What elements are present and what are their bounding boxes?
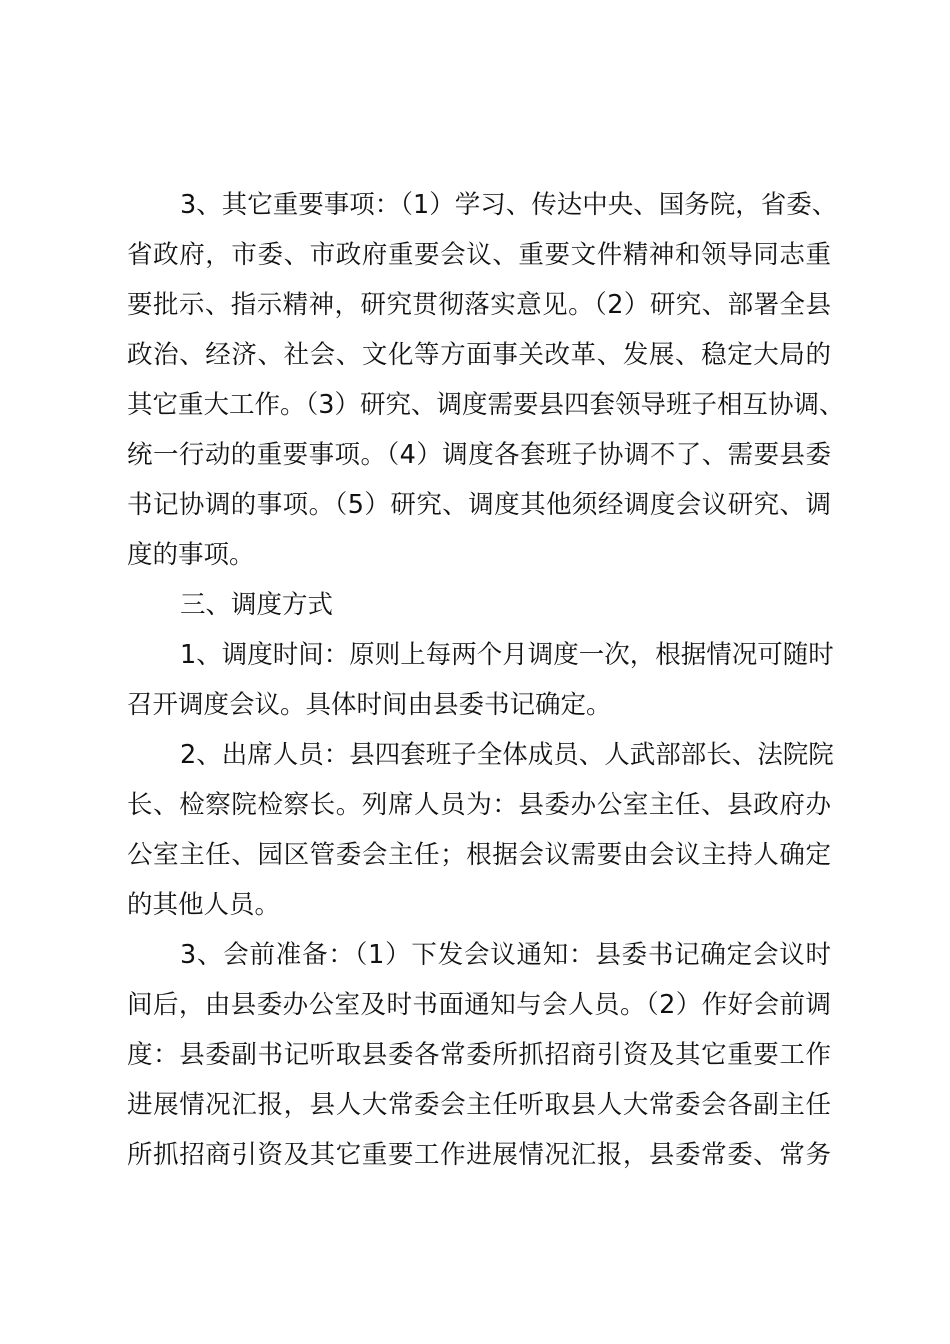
- paragraph-line: 间后，由县委办公室及时书面通知与会人员。（2）作好会前调: [127, 990, 831, 1020]
- paragraph-line: 3、会前准备：（1）下发会议通知：县委书记确定会议时: [180, 940, 831, 970]
- paragraph-line: 公室主任、园区管委会主任；根据会议需要由会议主持人确定: [127, 840, 831, 870]
- paragraph-line: 省政府，市委、市政府重要会议、重要文件精神和领导同志重: [127, 240, 831, 270]
- paragraph-line: 的其他人员。: [127, 890, 281, 920]
- paragraph-line: 召开调度会议。具体时间由县委书记确定。: [127, 690, 612, 720]
- paragraph-line: 要批示、指示精神，研究贯彻落实意见。（2）研究、部署全县: [127, 290, 831, 320]
- paragraph-line: 1、调度时间：原则上每两个月调度一次，根据情况可随时: [180, 640, 834, 670]
- paragraph-line: 政治、经济、社会、文化等方面事关改革、发展、稳定大局的: [127, 340, 831, 370]
- paragraph-line: 2、出席人员：县四套班子全体成员、人武部部长、法院院: [180, 740, 834, 770]
- paragraph-line: 进展情况汇报，县人大常委会主任听取县人大常委会各副主任: [127, 1090, 831, 1120]
- paragraph-line: 其它重大工作。（3）研究、调度需要县四套领导班子相互协调、: [127, 390, 845, 420]
- paragraph-line: 书记协调的事项。（5）研究、调度其他须经调度会议研究、调: [127, 490, 831, 520]
- paragraph-line: 度：县委副书记听取县委各常委所抓招商引资及其它重要工作: [127, 1040, 831, 1070]
- paragraph-line: 统一行动的重要事项。（4）调度各套班子协调不了、需要县委: [127, 440, 831, 470]
- paragraph-line: 3、其它重要事项：（1）学习、传达中央、国务院，省委、: [180, 190, 838, 220]
- section-heading: 三、调度方式: [180, 590, 334, 620]
- paragraph-line: 度的事项。: [127, 540, 255, 570]
- paragraph-line: 长、检察院检察长。列席人员为：县委办公室主任、县政府办: [127, 790, 831, 820]
- paragraph-line: 所抓招商引资及其它重要工作进展情况汇报，县委常委、常务: [127, 1140, 831, 1170]
